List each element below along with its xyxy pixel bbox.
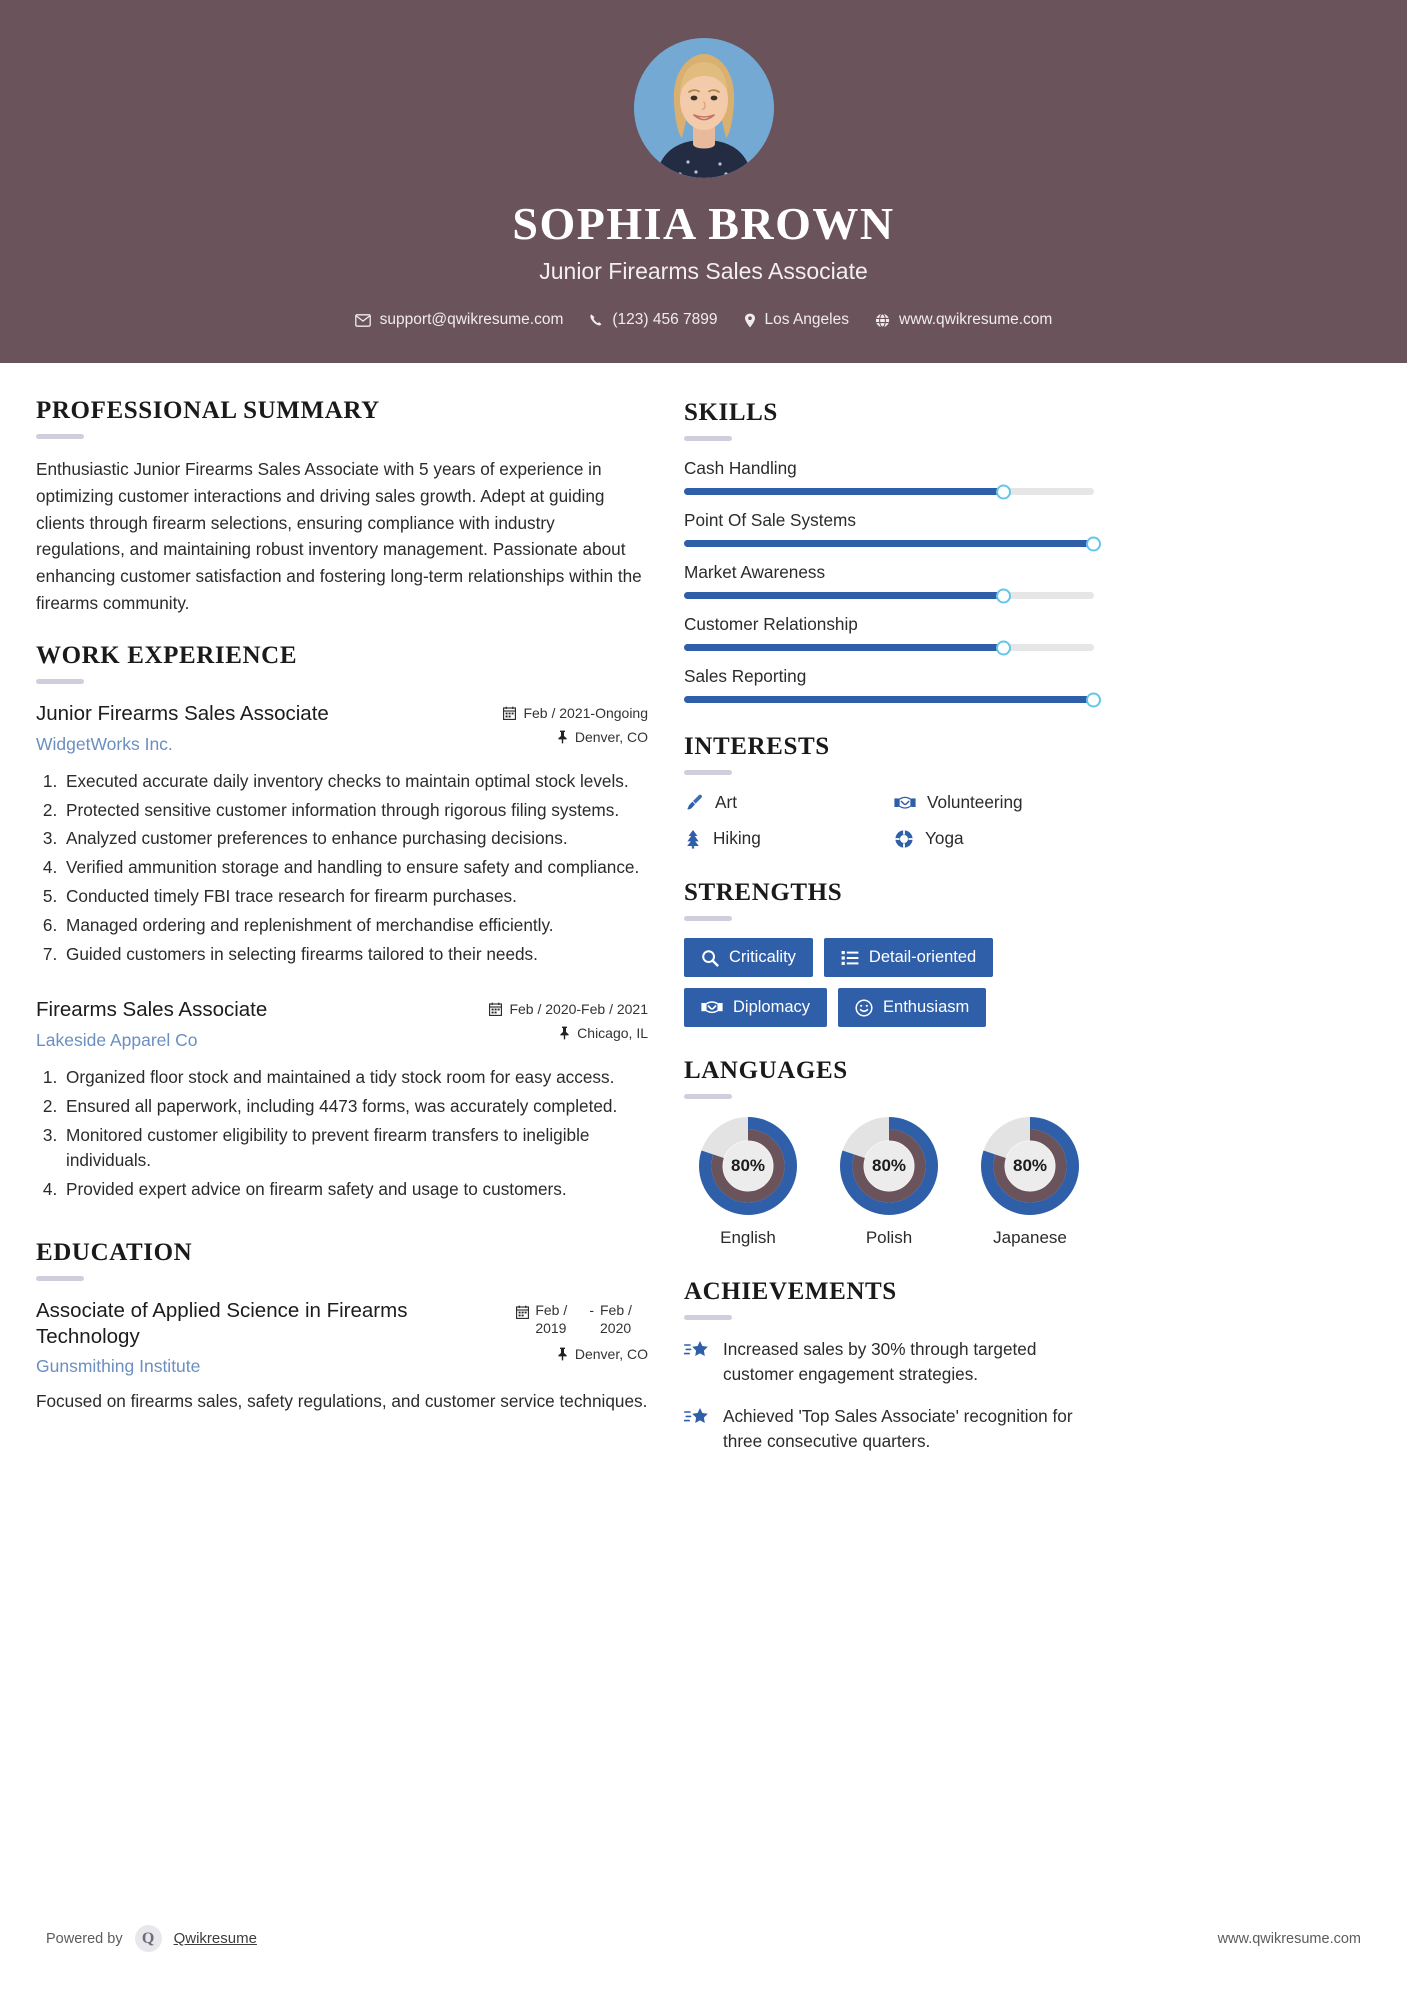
list-icon bbox=[841, 950, 859, 966]
section-rule bbox=[36, 679, 84, 684]
section-heading: INTERESTS bbox=[684, 733, 830, 761]
calendar-icon bbox=[516, 1305, 529, 1319]
experience-company[interactable]: WidgetWorks Inc. bbox=[36, 733, 173, 754]
section-rule bbox=[684, 770, 732, 775]
experience-entry bbox=[36, 997, 648, 1203]
section-heading: EDUCATION bbox=[36, 1239, 193, 1267]
experience-date bbox=[489, 1001, 648, 1017]
handshake-icon bbox=[894, 794, 916, 812]
interest-item bbox=[894, 792, 1094, 813]
skill-track[interactable] bbox=[684, 696, 1094, 703]
pin-icon bbox=[557, 1347, 568, 1361]
experience-bullets bbox=[36, 1065, 648, 1203]
contact-location-text: Los Angeles bbox=[764, 311, 849, 329]
skill-track[interactable] bbox=[684, 488, 1094, 495]
section-strengths bbox=[684, 879, 1094, 1027]
avatar-photo bbox=[634, 38, 774, 178]
globe-icon bbox=[875, 313, 890, 328]
section-rule bbox=[36, 434, 84, 439]
skill-fill bbox=[684, 644, 1004, 651]
education-location-text: Denver, CO bbox=[574, 1345, 648, 1362]
experience-date bbox=[503, 705, 648, 721]
skill-item bbox=[684, 614, 1094, 651]
education-date bbox=[516, 1302, 648, 1338]
lifebuoy-icon bbox=[894, 829, 914, 849]
education-location bbox=[516, 1346, 648, 1362]
language-donut bbox=[980, 1116, 1080, 1216]
section-skills bbox=[684, 399, 1094, 703]
experience-date-text: Feb / 2021-Ongoing bbox=[523, 705, 648, 722]
language-item bbox=[825, 1116, 953, 1248]
contact-location[interactable] bbox=[744, 311, 849, 329]
shooting-star-icon bbox=[684, 1337, 710, 1360]
language-item bbox=[966, 1116, 1094, 1248]
skill-track[interactable] bbox=[684, 540, 1094, 547]
strength-label: Detail-oriented bbox=[868, 948, 977, 967]
language-percent: 80% bbox=[730, 1156, 766, 1176]
experience-location-text: Denver, CO bbox=[574, 729, 648, 746]
skill-label: Market Awareness bbox=[684, 562, 826, 583]
section-heading: LANGUAGES bbox=[684, 1057, 848, 1085]
skill-knob[interactable] bbox=[1086, 536, 1101, 551]
contact-website[interactable] bbox=[875, 311, 1052, 329]
paintbrush-icon bbox=[684, 793, 704, 813]
interest-item bbox=[894, 828, 1094, 849]
strength-criticality[interactable] bbox=[684, 938, 813, 977]
skill-track[interactable] bbox=[684, 592, 1094, 599]
section-languages bbox=[684, 1057, 1094, 1248]
strength-label: Diplomacy bbox=[733, 998, 811, 1017]
interest-item bbox=[684, 792, 884, 813]
bullet-item: 1. Organized floor stock and maintained a tidy stock room for easy access. bbox=[62, 1065, 648, 1091]
interest-label: Volunteering bbox=[927, 792, 1023, 813]
section-heading: WORK EXPERIENCE bbox=[36, 642, 298, 670]
achievement-text: Increased sales by 30% through targeted customer engagement strategies. bbox=[723, 1339, 1037, 1385]
bullet-item: 1. Executed accurate daily inventory checks to maintain optimal stock levels. bbox=[62, 769, 648, 795]
education-school[interactable]: Gunsmithing Institute bbox=[36, 1356, 201, 1377]
section-rule bbox=[684, 1094, 732, 1099]
skill-fill bbox=[684, 488, 1004, 495]
strength-label: Criticality bbox=[729, 948, 796, 967]
skill-item bbox=[684, 562, 1094, 599]
bullet-item: 2. Ensured all paperwork, including 4473 forms, was accurately completed. bbox=[62, 1094, 648, 1120]
skill-label: Cash Handling bbox=[684, 458, 797, 479]
calendar-icon bbox=[503, 706, 516, 720]
experience-bullets bbox=[36, 769, 648, 968]
strength-diplomacy[interactable] bbox=[684, 988, 827, 1027]
achievement-item bbox=[684, 1337, 1094, 1387]
experience-location bbox=[503, 729, 648, 745]
contact-email-text: support@qwikresume.com bbox=[379, 311, 564, 329]
skill-item bbox=[684, 458, 1094, 495]
section-rule bbox=[684, 436, 732, 441]
brand-link[interactable]: Qwikresume bbox=[173, 1930, 257, 1947]
skill-knob[interactable] bbox=[996, 484, 1011, 499]
contact-website-text: www.qwikresume.com bbox=[899, 311, 1053, 329]
calendar-icon bbox=[489, 1002, 502, 1016]
skill-item bbox=[684, 510, 1094, 547]
envelope-icon bbox=[355, 314, 371, 327]
qwikresume-logo-icon: Q bbox=[135, 1925, 162, 1952]
interest-label: Art bbox=[715, 792, 737, 813]
section-heading: ACHIEVEMENTS bbox=[684, 1278, 897, 1306]
skill-label: Customer Relationship bbox=[684, 614, 858, 635]
contact-email[interactable] bbox=[355, 311, 564, 329]
language-percent: 80% bbox=[1012, 1156, 1048, 1176]
strength-enthusiasm[interactable] bbox=[838, 988, 986, 1027]
right-column bbox=[684, 397, 1094, 1480]
job-title: Junior Firearms Sales Associate bbox=[539, 258, 868, 285]
bullet-item: 7. Guided customers in selecting firearms tailored to their needs. bbox=[62, 942, 648, 968]
education-date-start: Feb / 2019 bbox=[535, 1302, 568, 1336]
phone-icon bbox=[589, 313, 603, 327]
page-title: SOPHIA BROWN bbox=[512, 198, 895, 249]
skill-label: Sales Reporting bbox=[684, 666, 807, 687]
bullet-item: 6. Managed ordering and replenishment of merchandise efficiently. bbox=[62, 913, 648, 939]
section-heading: STRENGTHS bbox=[684, 879, 843, 907]
skill-knob[interactable] bbox=[1086, 692, 1101, 707]
education-date-end: Feb / 2020 bbox=[600, 1302, 632, 1336]
language-name: Japanese bbox=[993, 1228, 1067, 1248]
language-name: English bbox=[720, 1228, 776, 1248]
avatar bbox=[634, 38, 774, 178]
footer-website[interactable]: www.qwikresume.com bbox=[1217, 1930, 1361, 1947]
achievement-item bbox=[684, 1404, 1094, 1454]
search-icon bbox=[701, 949, 719, 967]
experience-entry bbox=[36, 701, 648, 967]
tree-icon bbox=[684, 829, 702, 849]
bullet-item: 4. Provided expert advice on firearm safety and usage to customers. bbox=[62, 1177, 648, 1203]
language-name: Polish bbox=[865, 1228, 913, 1248]
education-date-separator: - bbox=[589, 1302, 594, 1319]
section-interests bbox=[684, 733, 1094, 849]
pin-icon bbox=[559, 1026, 570, 1040]
section-rule bbox=[684, 916, 732, 921]
smiley-icon bbox=[855, 999, 873, 1017]
section-heading: PROFESSIONAL SUMMARY bbox=[36, 397, 380, 425]
bullet-item: 5. Conducted timely FBI trace research for firearm purchases. bbox=[62, 884, 648, 910]
contact-phone[interactable] bbox=[589, 311, 717, 329]
resume-body bbox=[0, 363, 1407, 1480]
language-donut bbox=[839, 1116, 939, 1216]
experience-company[interactable]: Lakeside Apparel Co bbox=[36, 1030, 198, 1051]
skill-knob[interactable] bbox=[996, 588, 1011, 603]
experience-role: Junior Firearms Sales Associate bbox=[36, 702, 329, 726]
achievement-text: Achieved 'Top Sales Associate' recognition for three consecutive quarters. bbox=[723, 1406, 1073, 1452]
interest-label: Hiking bbox=[713, 828, 761, 849]
summary-text: Enthusiastic Junior Firearms Sales Associate with 5 years of experience in optimizing customer interactions and driving sales growth. Adept at guiding clients through firearm selections, ensuring compliance with industry regulations, and maintaining robust inventory management. Passionate about enhancing customer satisfaction and fostering long-term relationships within the firearms community. bbox=[36, 459, 642, 613]
language-donut bbox=[698, 1116, 798, 1216]
section-achievements bbox=[684, 1278, 1094, 1454]
bullet-item: 4. Verified ammunition storage and handling to ensure safety and compliance. bbox=[62, 855, 648, 881]
section-rule bbox=[684, 1315, 732, 1320]
skill-label: Point Of Sale Systems bbox=[684, 510, 856, 531]
skill-item bbox=[684, 666, 1094, 703]
strength-label: Enthusiasm bbox=[883, 998, 970, 1017]
experience-location bbox=[489, 1025, 648, 1041]
map-pin-icon bbox=[744, 313, 756, 328]
section-heading: SKILLS bbox=[684, 399, 778, 427]
section-education bbox=[36, 1239, 648, 1415]
experience-location-text: Chicago, IL bbox=[577, 1025, 648, 1042]
education-degree: Associate of Applied Science in Firearms Technology bbox=[36, 1299, 408, 1348]
resume-header bbox=[0, 0, 1407, 363]
section-rule bbox=[36, 1276, 84, 1281]
pin-icon bbox=[557, 730, 568, 744]
contact-phone-text: (123) 456 7899 bbox=[612, 311, 718, 329]
interest-label: Yoga bbox=[925, 828, 964, 849]
contact-bar bbox=[0, 311, 1407, 329]
skill-fill bbox=[684, 592, 1004, 599]
interest-item bbox=[684, 828, 884, 849]
skill-fill bbox=[684, 540, 1094, 547]
bullet-item: 2. Protected sensitive customer information through rigorous filing systems. bbox=[62, 798, 648, 824]
skill-fill bbox=[684, 696, 1094, 703]
language-percent: 80% bbox=[871, 1156, 907, 1176]
left-column bbox=[36, 397, 648, 1480]
language-item bbox=[684, 1116, 812, 1248]
skill-knob[interactable] bbox=[996, 640, 1011, 655]
strength-detail-oriented[interactable] bbox=[824, 938, 993, 977]
bullet-item: 3. Monitored customer eligibility to prevent firearm transfers to ineligible individuals. bbox=[62, 1123, 648, 1175]
education-entry bbox=[36, 1298, 648, 1415]
section-professional-summary bbox=[36, 397, 648, 616]
section-work-experience bbox=[36, 642, 648, 1203]
education-description: Focused on firearms sales, safety regulations, and customer service techniques. bbox=[36, 1391, 648, 1412]
experience-date-text: Feb / 2020-Feb / 2021 bbox=[509, 1001, 648, 1018]
shooting-star-icon bbox=[684, 1404, 710, 1427]
powered-by-label: Powered by bbox=[46, 1930, 123, 1947]
skill-track[interactable] bbox=[684, 644, 1094, 651]
handshake-icon bbox=[701, 999, 723, 1016]
page-footer bbox=[0, 1925, 1407, 1952]
bullet-item: 3. Analyzed customer preferences to enhance purchasing decisions. bbox=[62, 826, 648, 852]
experience-role: Firearms Sales Associate bbox=[36, 998, 268, 1022]
